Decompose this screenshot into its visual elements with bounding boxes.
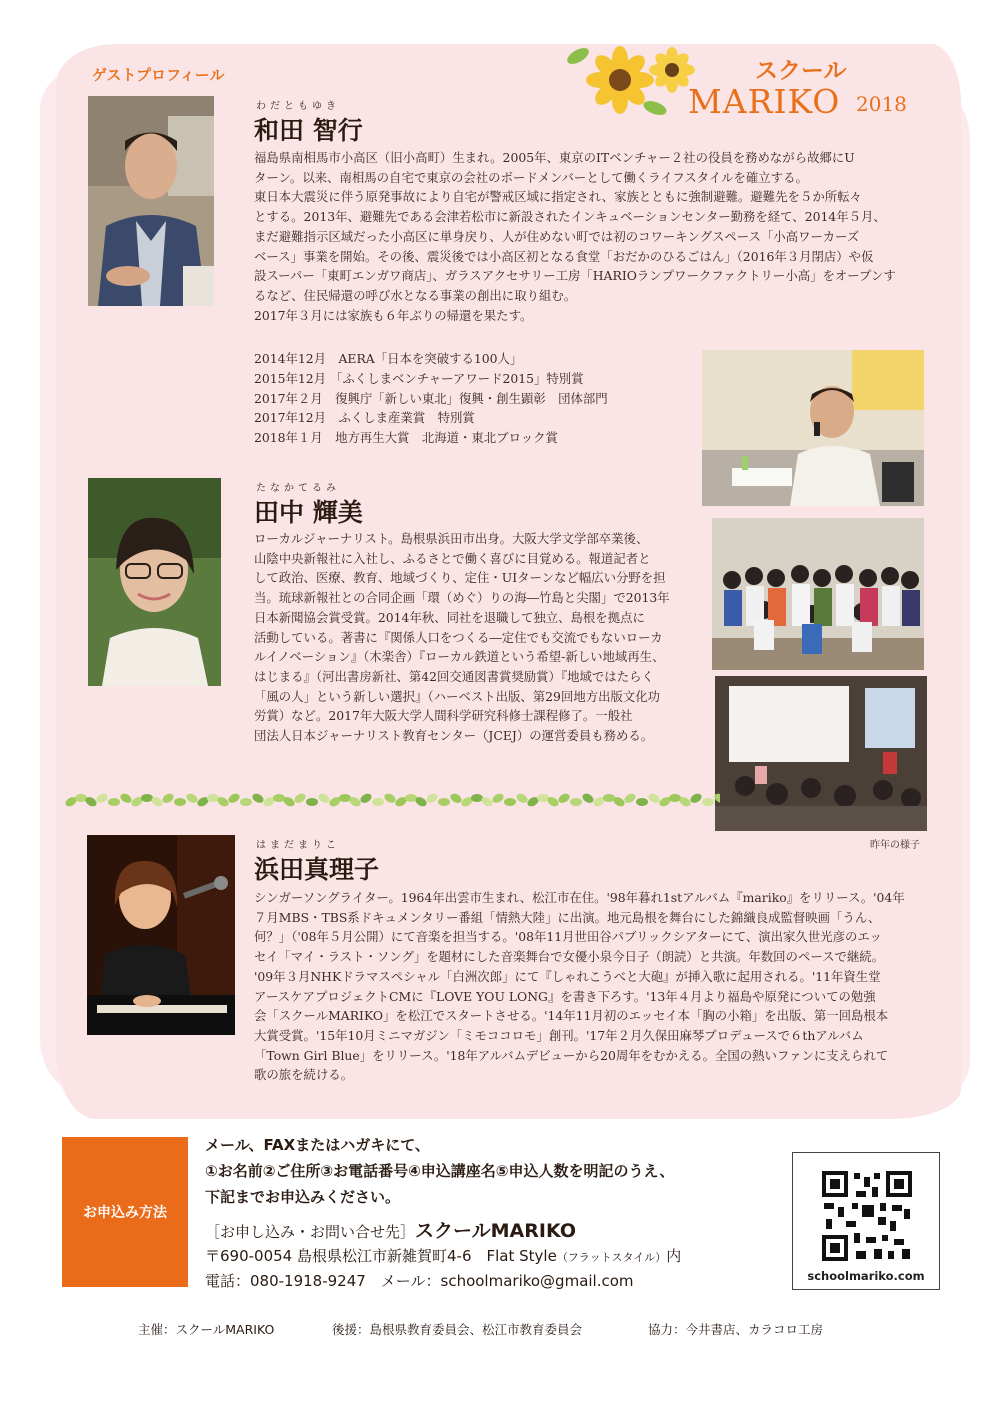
leaf-mark — [425, 792, 439, 805]
leaf-mark — [273, 794, 285, 802]
leaf-mark — [359, 792, 373, 805]
bio-line: 日本新聞協会賞受賞。2014年秋、同社を退職して独立、島根を拠点に — [254, 609, 645, 625]
contact-name: スクールMARIKO — [415, 1220, 576, 1242]
bio-line: シンガーソングライター。1964年出雲市生まれ、松江市在住。'98年暮れ1stアルバム『mariko』をリリース。'04年 — [254, 890, 905, 905]
logo-school-text: スクール — [755, 58, 847, 84]
school-mariko-logo — [560, 38, 920, 128]
bio-line: ベース」事業を開始。その後、震災後では小高区初となる食堂「おだかのひるごはん」（2016年３月閉店）や仮 — [254, 248, 874, 264]
award-item: 2017年12月 ふくしま産業賞 特別賞 — [254, 410, 475, 426]
leaf-mark — [713, 792, 720, 805]
leaf-mark — [339, 794, 351, 802]
bio-line: 設スーパー「東町エンガワ商店」、ガラスアクセサリー工房「HARIOランプワークファクトリー小高」をオープンす — [254, 268, 896, 284]
bio-line: 当。琉球新報社との合同企画「環（めぐ）りの海―竹島と尖閣」で2013年 — [254, 590, 670, 606]
bio-line: 福島県南相馬市小高区（旧小高町）生まれ。2005年、東京のITベンチャー２社の役員を務めながら故郷にU — [254, 150, 855, 165]
bio-line: 山陰中央新報社に入社し、ふるさとで働く喜びに目覚める。報道記者と — [254, 550, 651, 566]
leaf-mark — [504, 798, 516, 806]
leaf-mark — [581, 792, 595, 805]
leaf-mark — [317, 792, 331, 805]
bio-line: アースケアプロジェクトCMに『LOVE YOU LONG』を書き下ろす。'13年４月より福島や原発についての勉強 — [254, 988, 876, 1004]
address-suffix: 内 — [666, 1247, 682, 1265]
leaf-mark — [438, 798, 450, 806]
bio-line: るなど、住民帰還の呼び水となる事業の創出に取り組む。 — [254, 287, 577, 303]
qr-code-icon — [822, 1171, 912, 1261]
leaf-mark — [174, 798, 186, 806]
contact-phone-email: 電話：080-1918-9247 メール：schoolmariko@gmail.com — [205, 1272, 634, 1290]
contact-heading — [205, 1216, 576, 1243]
apply-line-3: 下記までお申込みください。 — [205, 1188, 401, 1206]
footer-organizer: 主催：スクールMARIKO — [138, 1322, 275, 1337]
bio-line: 団法人日本ジャーナリスト教育センター（JCEJ）の運営委員も務める。 — [254, 728, 654, 744]
guest-bio — [254, 529, 704, 746]
leaf-mark — [95, 792, 109, 805]
section-label: ゲストプロフィール — [92, 66, 225, 84]
award-item: 2014年12月 AERA「日本を突破する100人」 — [254, 351, 523, 366]
logo-year: 2018 — [856, 92, 907, 116]
leaf-mark — [689, 792, 703, 805]
leaf-mark — [471, 794, 483, 802]
bio-line: 会「スクールMARIKO」を松江でスタートさせる。'14年11月初のエッセイ本「胸の小箱」を出版、第一回島根本 — [254, 1008, 889, 1024]
address-main: 〒690-0054 島根県松江市新雑賀町4-6 Flat Style — [205, 1247, 557, 1265]
bio-line: ローカルジャーナリスト。島根県浜田市出身。大阪大学文学部卒業後、 — [254, 531, 649, 546]
guest-ruby: わだともゆき — [256, 101, 340, 112]
leaf-mark — [669, 794, 681, 802]
leaf-mark — [557, 792, 571, 805]
leaf-mark — [227, 792, 241, 805]
qr-code-box — [792, 1152, 940, 1290]
bio-line: 「Town Girl Blue」をリリース。'18年アルバムデビューから20周年をむかえる。全国の熱いファンに支えられて — [254, 1047, 889, 1063]
bio-line: まだ避難指示区域だった小高区に単身戻り、人が住めない町では初のコワーキングスペース「小高ワーカーズ — [254, 228, 860, 244]
leaf-mark — [75, 794, 87, 802]
bio-line: ７月MBS・TBS系ドキュメンタリー番組「情熱大陸」に出演。地元島根を舞台にした錦織良成監督映画「うん、 — [254, 909, 881, 925]
guest-bio — [254, 888, 919, 1085]
bio-line: 東日本大震災に伴う原発事故により自宅が警戒区域に指定され、家族とともに強制避難。避難先を５か所転々 — [254, 189, 862, 205]
bio-line: 歌の旅を続ける。 — [254, 1067, 354, 1083]
leaf-mark — [251, 792, 265, 805]
bio-line: 活動している。著書に『関係人口をつくる―定住でも交流でもないローカ — [254, 629, 663, 645]
award-item: 2015年12月 「ふくしまベンチャーアワード2015」特別賞 — [254, 370, 584, 386]
bio-line: ルイノベーション』（木楽舎）『ローカル鉄道という希望-新しい地域再生、 — [254, 649, 665, 665]
bio-line: 大賞受賞。'15年10月ミニマガジン「ミモココロモ」創刊。'17年２月久保田麻琴プロデュースで６thアルバム — [254, 1027, 864, 1043]
bio-line: 何？」（'08年５月公開）にて音楽を担当する。'08年11月世田谷パブリックシアターにて、演出家久世光彦のエッ — [254, 929, 882, 945]
bio-line: とする。2013年、避難先である会津若松市に新設されたインキュベーションセンター勤務を経て、2014年５月、 — [254, 209, 886, 225]
bio-line: セイ「マイ・ラスト・ソング」を題材にした音楽舞台で女優小泉今日子（朗読）と共演。年数回のペースで継続。 — [254, 949, 885, 965]
leaf-mark — [207, 794, 219, 802]
leaf-mark — [372, 798, 384, 806]
leaf-mark — [623, 792, 637, 805]
leaf-mark — [647, 792, 661, 805]
guest-ruby: はまだまりこ — [256, 840, 340, 851]
bio-line: '09年３月NHKドラマスペシャル「白洲次郎」にて『しゃれこうべと大砲』が挿入歌に起用される。'11年資生堂 — [254, 968, 881, 984]
leaf-mark — [515, 792, 529, 805]
leaf-mark — [491, 792, 505, 805]
leaf-mark — [306, 798, 318, 806]
leaf-mark — [185, 792, 199, 805]
contact-label: ［お申し込み・お問い合せ先］ — [205, 1223, 416, 1241]
footer-cooperation: 協力：今井書店、カラコロ工房 — [648, 1322, 824, 1337]
apply-line-1: メール、FAXまたはハガキにて、 — [205, 1136, 430, 1154]
guest-name: 浜田真理子 — [254, 855, 380, 884]
photo-caption: 昨年の様子 — [870, 840, 920, 851]
contact-address — [205, 1245, 681, 1266]
bio-line: ターン。以来、南相馬の自宅で東京の会社のボードメンバーとして働くライフスタイルを確立する。 — [254, 169, 808, 185]
leaf-mark — [293, 792, 307, 805]
leaf-mark — [141, 794, 153, 802]
guest-ruby: たなかてるみ — [256, 483, 340, 494]
leaf-mark — [449, 792, 463, 805]
leaf-mark — [405, 794, 417, 802]
bio-line: して政治、医療、教育、地域づくり、定住・UIターンなど幅広い分野を担 — [254, 570, 666, 586]
event-photo-group — [712, 518, 924, 670]
leaf-mark — [240, 798, 252, 806]
address-paren: （フラットスタイル） — [556, 1251, 667, 1264]
apply-line-2: ①お名前②ご住所③お電話番号④申込講座名⑤申込人数を明記のうえ、 — [205, 1162, 675, 1180]
guest-bio — [254, 148, 914, 325]
leaf-mark — [636, 798, 648, 806]
apply-method-label: お申込み方法 — [62, 1137, 188, 1287]
guest-photo-hamada — [87, 835, 235, 1035]
logo-mariko-text: MARIKO — [688, 82, 841, 121]
guest-awards — [254, 349, 608, 448]
event-photo-speaker — [702, 350, 924, 506]
sunflower-icon — [560, 38, 700, 123]
leaf-mark — [603, 794, 615, 802]
qr-url: schoolmariko.com — [807, 1269, 925, 1283]
leaf-mark — [537, 794, 549, 802]
bio-line: はじまる』（河出書房新社、第42回交通図書賞奨励賞）『地域ではたらく — [254, 668, 654, 684]
award-item: 2017年２月 復興庁「新しい東北」復興・創生顕彰 団体部門 — [254, 390, 608, 406]
guest-name: 田中 輝美 — [254, 498, 363, 527]
leaf-mark — [108, 798, 120, 806]
leaf-mark — [119, 792, 133, 805]
guest-photo-tanaka — [88, 478, 221, 686]
leaf-mark — [383, 792, 397, 805]
leaf-divider — [64, 790, 720, 810]
bio-line: 2017年３月には家族も６年ぶりの帰還を果たす。 — [254, 307, 533, 323]
award-item: 2018年１月 地方再生大賞 北海道・東北ブロック賞 — [254, 430, 558, 446]
footer-support: 後援：島根県教育委員会、松江市教育委員会 — [332, 1322, 583, 1337]
leaf-mark — [702, 798, 714, 806]
guest-name: 和田 智行 — [254, 116, 363, 145]
event-photo-lecture — [715, 676, 927, 831]
guest-photo-wada — [88, 96, 214, 306]
bio-line: 労賞）など。2017年大阪大学人間科学研究科修士課程修了。一般社 — [254, 708, 633, 724]
leaf-mark — [161, 792, 175, 805]
bio-line: 「風の人」という新しい選択』（ハーベスト出版、第29回地方出版文化功 — [254, 688, 661, 704]
leaf-mark — [570, 798, 582, 806]
